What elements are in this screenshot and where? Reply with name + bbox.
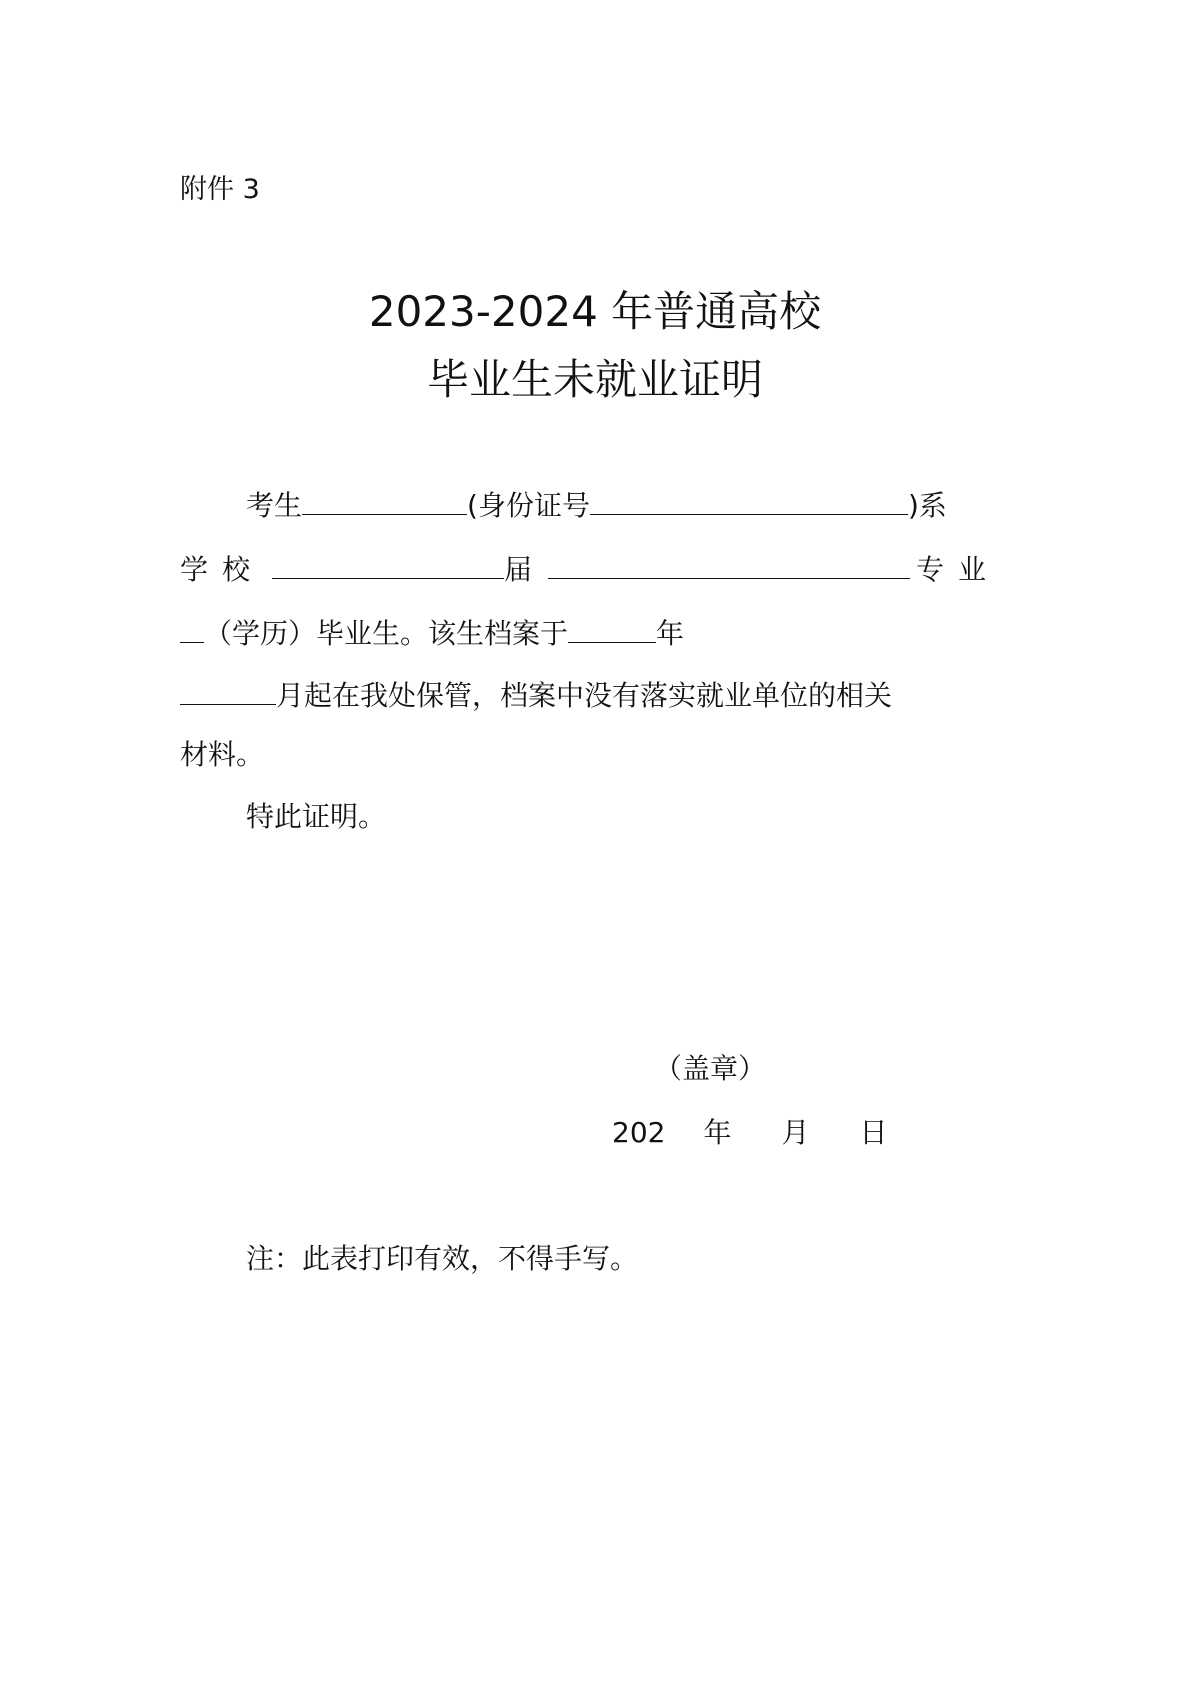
- id-number-blank: [590, 484, 908, 515]
- body-row-3: [180, 612, 684, 654]
- major-tail-blank: [180, 612, 204, 643]
- year-label: 年: [656, 617, 685, 650]
- examinee-label: 考生: [246, 489, 303, 522]
- body-row-6: [246, 797, 386, 837]
- major-label: 专业: [916, 553, 1001, 586]
- date-day-label: 日: [859, 1116, 888, 1149]
- class-of-label: 届: [504, 553, 533, 586]
- archive-text: 月起在我处保管，档案中没有落实就业单位的相关: [276, 679, 893, 712]
- date-year-prefix: 202: [612, 1116, 666, 1149]
- body-row-5: [180, 735, 264, 775]
- date-year-label: 年: [703, 1116, 732, 1149]
- date-line: [612, 1113, 888, 1153]
- school-blank: [272, 548, 504, 579]
- body-row-1: [246, 484, 947, 526]
- note-text: 注：此表打印有效，不得手写。: [246, 1242, 639, 1275]
- title-line-2: 毕业生未就业证明: [426, 355, 763, 404]
- attachment-label: 附件 3: [180, 174, 260, 205]
- department-label: )系: [907, 489, 947, 522]
- body-row-4: [180, 674, 892, 716]
- id-number-label: (身份证号: [467, 489, 590, 522]
- seal-label: （盖章）: [654, 1052, 767, 1085]
- certify-text: 特此证明。: [246, 800, 387, 833]
- materials-text: 材料。: [180, 738, 265, 771]
- class-blank: [548, 548, 910, 579]
- date-month-label: 月: [781, 1116, 810, 1149]
- title-line-1: 2023-2024 年普通高校: [368, 287, 822, 336]
- degree-text: （学历）毕业生。该生档案于: [204, 617, 569, 650]
- body-row-2: [180, 548, 1000, 590]
- archive-year-blank: [568, 612, 656, 643]
- archive-month-blank: [180, 674, 276, 705]
- school-label: 学校: [180, 553, 265, 586]
- name-blank: [302, 484, 467, 515]
